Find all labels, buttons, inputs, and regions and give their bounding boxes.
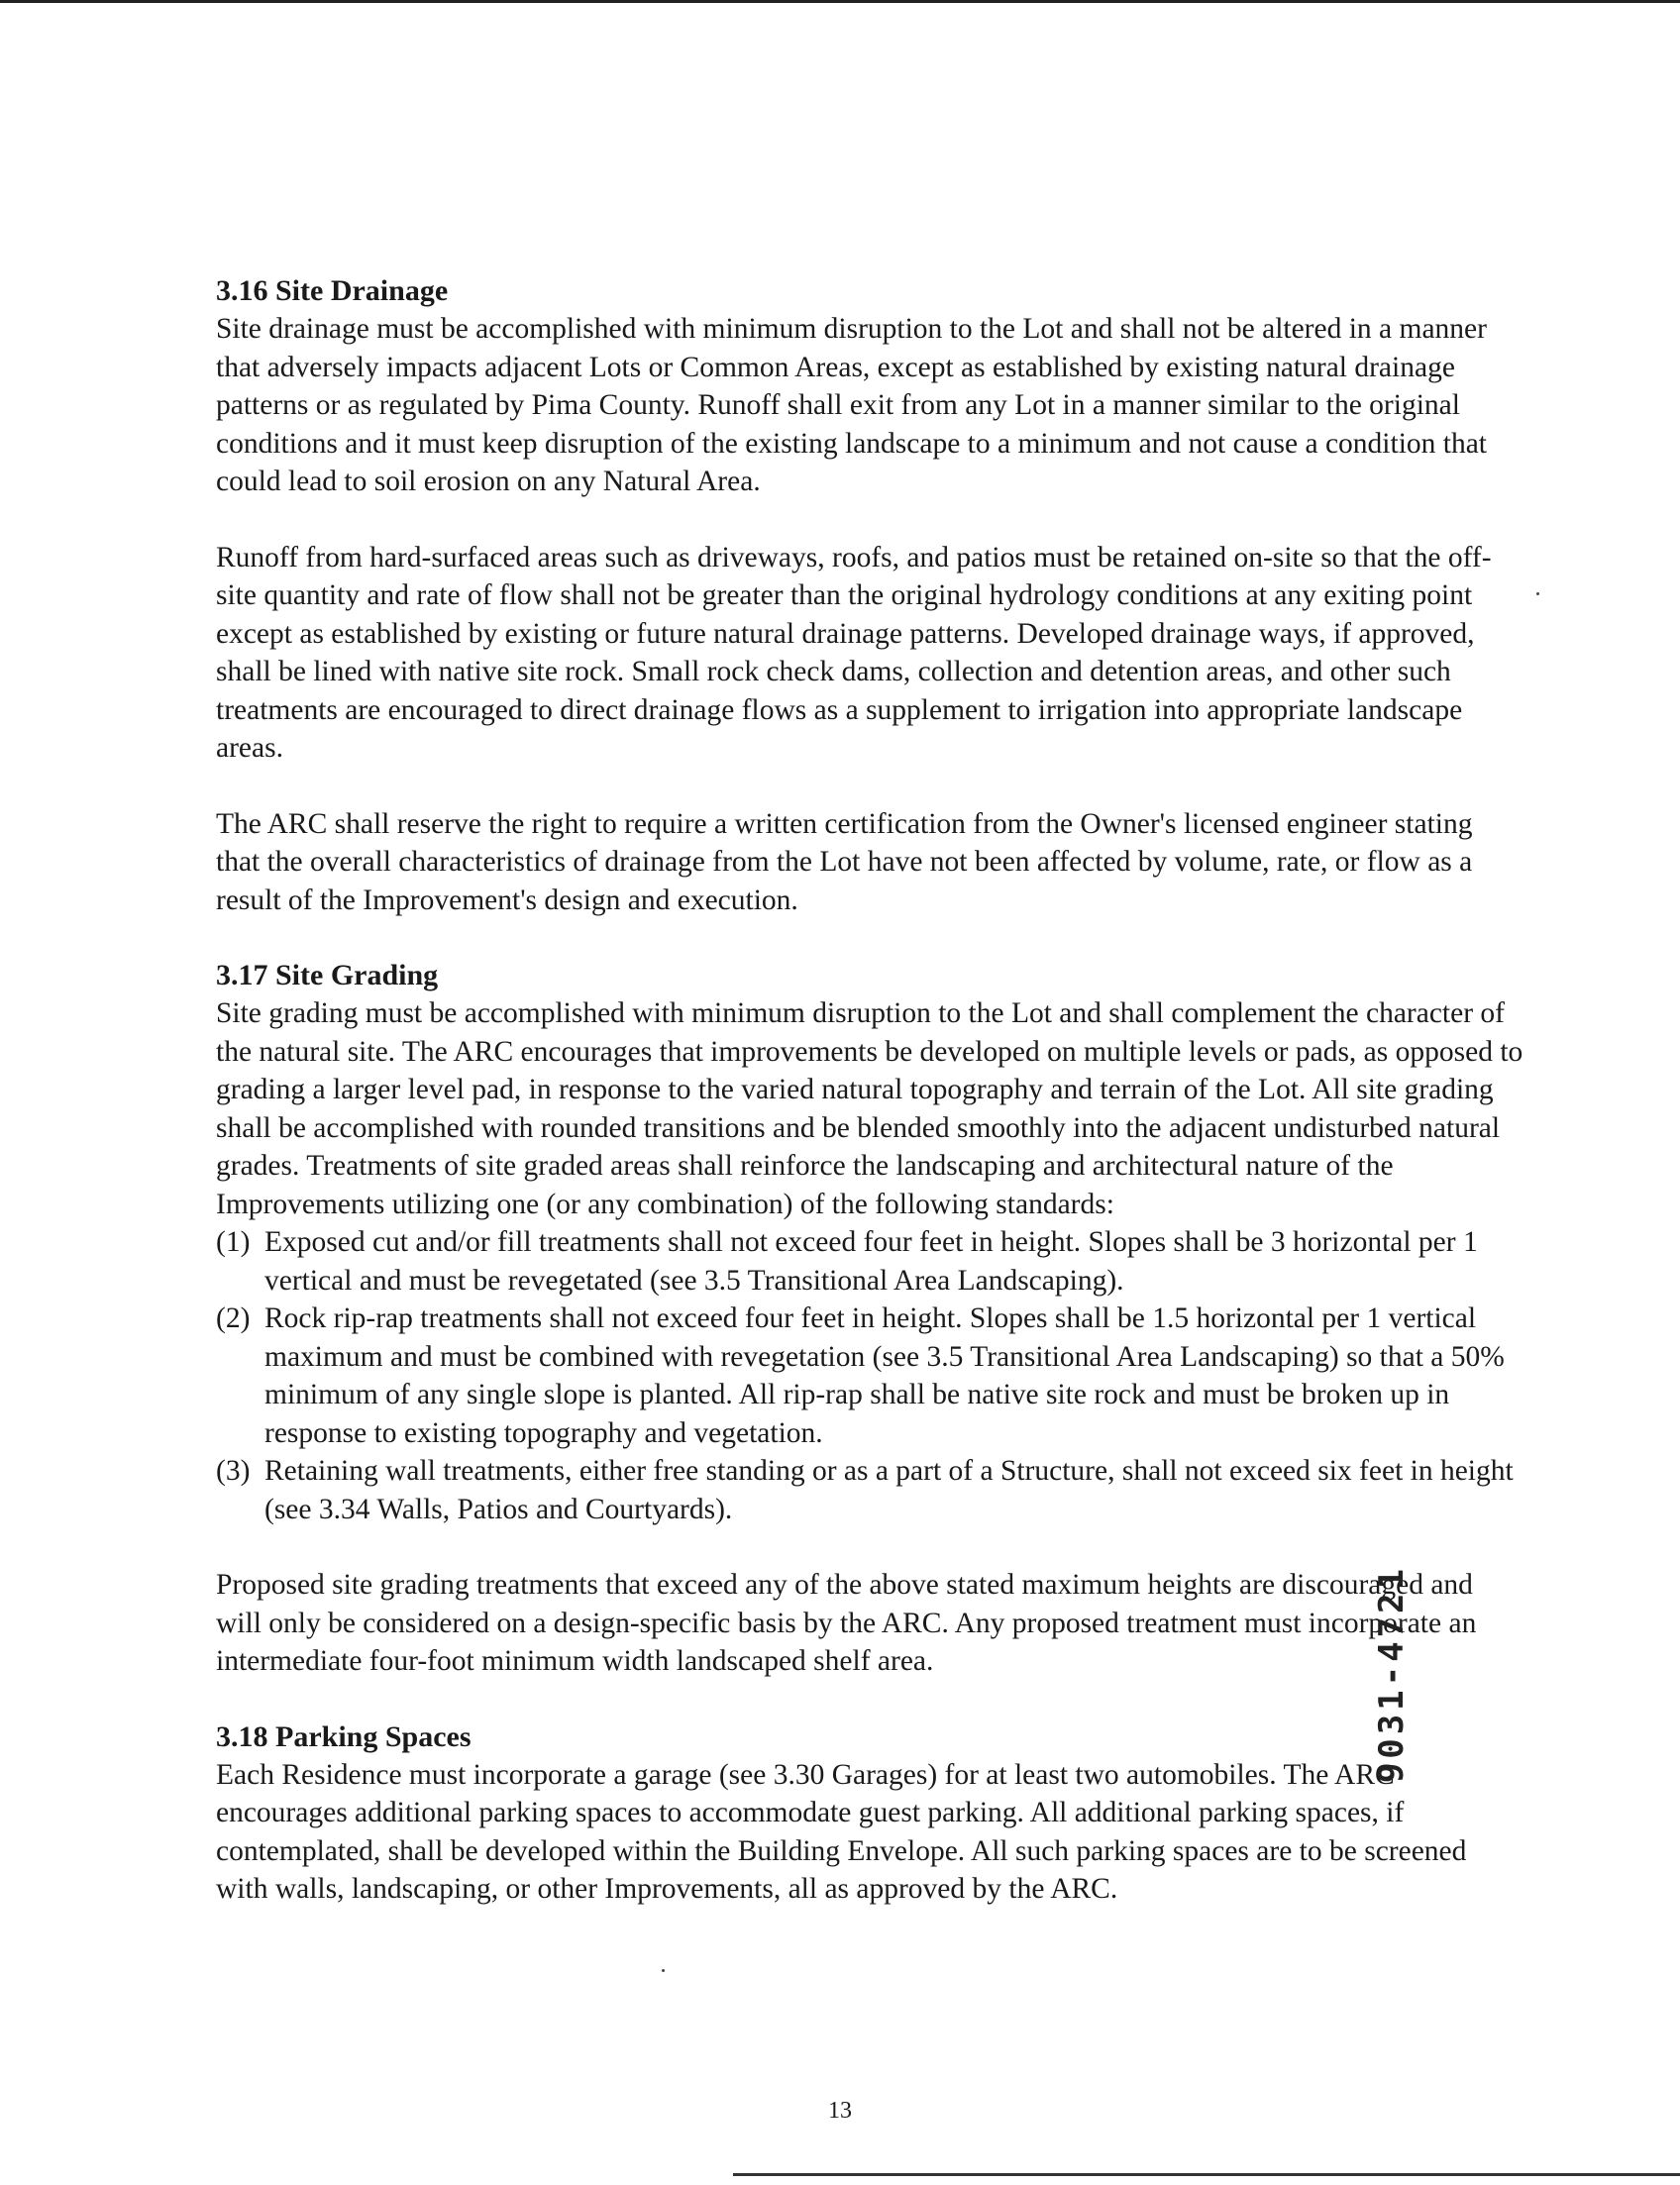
bottom-scan-edge xyxy=(733,2173,1680,2176)
scan-speck xyxy=(662,1969,665,1972)
list-item-number: (2) xyxy=(216,1302,251,1334)
list-item-number: (3) xyxy=(216,1455,251,1487)
site-grading-closing: Proposed site grading treatments that exceed any of the above stated maximum heights are discouraged and will only be considered on a design-specific basis by the ARC. Any proposed treatment must incorporate an intermediate four-foot minimum width landscaped shelf area. xyxy=(216,1569,1477,1677)
parking-spaces-paragraph: Each Residence must incorporate a garage (see 3.30 Garages) for at least two automobiles. The ARC encourages additional parking spaces to accommodate guest parking. All additional parking spaces, if contemplated, shall be developed within the Building Envelope. All such parking spaces are to be screened with walls, landscaping, or other Improvements, all as approved by the ARC. xyxy=(216,1758,1467,1905)
section-title-site-grading: 3.17 Site Grading xyxy=(216,959,439,991)
list-item-text: Exposed cut and/or fill treatments shall not exceed four feet in height. Slopes shall be 3 horizontal per 1 vertical and must be revegetated (see 3.5 Transitional Area Landscaping). xyxy=(264,1226,1478,1297)
list-item-number: (1) xyxy=(216,1226,251,1258)
list-item xyxy=(216,1452,1523,1528)
section-title-site-drainage: 3.16 Site Drainage xyxy=(216,274,449,307)
site-drainage-paragraph-2: Runoff from hard-surfaced areas such as driveways, roofs, and patios must be retained on-site so that the off-site quantity and rate of flow shall not be greater than the original hydrology conditions at any exiting point except as established by existing or future natural drainage patterns. Developed drainage ways, if approved, shall be lined with native site rock. Small rock check dams, collection and detention areas, and other such treatments are encouraged to direct drainage flows as a supplement to irrigation into appropriate landscape areas. xyxy=(216,541,1492,764)
list-item xyxy=(216,1223,1523,1300)
top-scan-edge xyxy=(0,0,1680,3)
scan-speck xyxy=(1536,592,1539,595)
page-number: 13 xyxy=(828,2098,852,2124)
site-grading-intro: Site grading must be accomplished with minimum disruption to the Lot and shall complement the character of the natural site. The ARC encourages that improvements be developed on multiple levels or pads, as opposed to grading a larger level pad, in response to the varied natural topography and terrain of the Lot. All site grading shall be accomplished with rounded transitions and be blended smoothly into the adjacent undisturbed natural grades. Treatments of site graded areas shall reinforce the landscaping and architectural nature of the Improvements utilizing one (or any combination) of the following standards: xyxy=(216,997,1523,1220)
page-content xyxy=(216,272,1523,1909)
site-drainage-paragraph-3: The ARC shall reserve the right to require a written certification from the Owner's licensed engineer stating that the overall characteristics of drainage from the Lot have not been affected by volume, rate, or flow as a result of the Improvement's design and execution. xyxy=(216,807,1473,916)
site-grading-standards-list xyxy=(216,1223,1523,1528)
site-drainage-paragraph-1: Site drainage must be accomplished with minimum disruption to the Lot and shall not be altered in a manner that adversely impacts adjacent Lots or Common Areas, except as established by existing natural drainage patterns or as regulated by Pima County. Runoff shall exit from any Lot in a manner similar to the original conditions and it must keep disruption of the existing landscape to a minimum and not cause a condition that could lead to soil erosion on any Natural Area. xyxy=(216,313,1488,497)
list-item xyxy=(216,1300,1523,1452)
list-item-text: Rock rip-rap treatments shall not exceed four feet in height. Slopes shall be 1.5 horizontal per 1 vertical maximum and must be combined with revegetation (see 3.5 Transitional Area Landscaping) so that a 50% minimum of any single slope is planted. All rip-rap shall be native site rock and must be broken up in response to existing topography and vegetation. xyxy=(264,1302,1505,1449)
list-item-text: Retaining wall treatments, either free standing or as a part of a Structure, shall not exceed six feet in height (see 3.34 Walls, Patios and Courtyards). xyxy=(264,1455,1514,1525)
recording-stamp: 9031-4721 xyxy=(1372,1565,1412,1784)
section-title-parking-spaces: 3.18 Parking Spaces xyxy=(216,1719,472,1753)
